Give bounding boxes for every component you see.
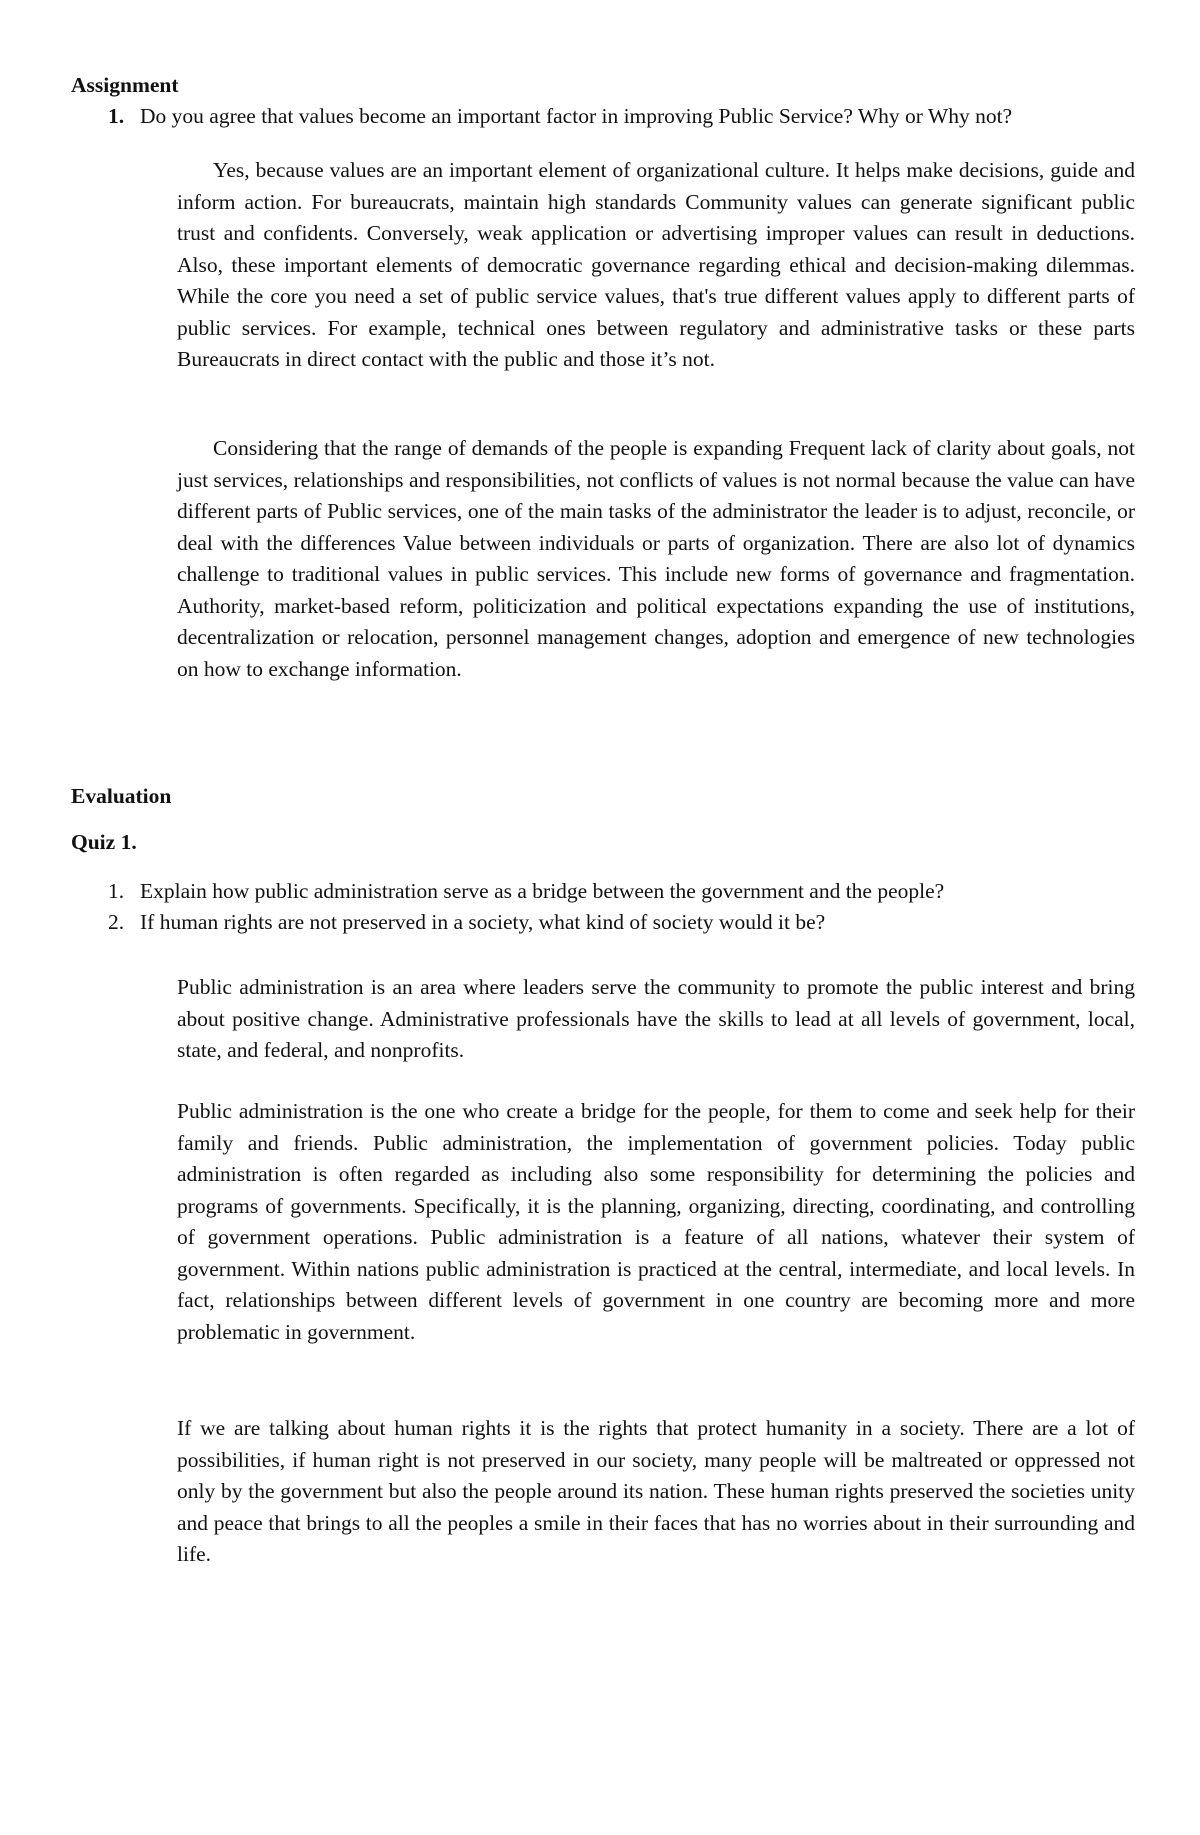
question-text: Explain how public administration serve as a bridge between the government and the people? — [140, 879, 945, 903]
quiz-title: Quiz 1. — [71, 830, 137, 854]
assignment-question — [108, 101, 1134, 133]
quiz-answer-paragraph-2: Public administration is the one who create a bridge for the people, for them to come and seek help for their family and friends. Public administration, the implementation of government policies. Today public administration is often regarded as including also some responsibility for determining the policies and programs of governments. Specifically, it is the planning, organizing, directing, coordinating, and controlling of government operations. Public administration is a feature of all nations, whatever their system of government. Within nations public administration is practiced at the central, intermediate, and local levels. In fact, relationships between different levels of government in one country are becoming more and more problematic in government. — [177, 1099, 1135, 1344]
question-number: 2. — [108, 910, 125, 934]
question-text: Do you agree that values become an important factor in improving Public Service? Why or Why not? — [140, 104, 1013, 128]
assignment-answer-paragraph-2: Considering that the range of demands of the people is expanding Frequent lack of clarity about goals, not just services, relationships and responsibilities, not conflicts of values is not normal because the value can have different parts of Public services, one of the main tasks of the administrator the leader is to adjust, reconcile, or deal with the differences Value between individuals or parts of organization. There are also lot of dynamics challenge to traditional values in public services. This include new forms of governance and fragmentation. Authority, market-based reform, politicization and political expectations expanding the use of institutions, decentralization or relocation, personnel management changes, adoption and emergence of new technologies on how to exchange information. — [177, 436, 1135, 681]
quiz-question-1 — [108, 876, 1134, 908]
quiz-answer-paragraph-1: Public administration is an area where leaders serve the community to promote the public interest and bring about positive change. Administrative professionals have the skills to lead at all levels of government, local, state, and federal, and nonprofits. — [177, 975, 1135, 1062]
quiz-question-2 — [108, 907, 1134, 939]
assignment-answer-paragraph-1: Yes, because values are an important element of organizational culture. It helps make decisions, guide and inform action. For bureaucrats, maintain high standards Community values can generate significant public trust and confidents. Conversely, weak application or advertising improper values can result in deductions. Also, these important elements of democratic governance regarding ethical and decision-making dilemmas. While the core you need a set of public service values, that's true different values apply to different parts of public services. For example, technical ones between regulatory and administrative tasks or these parts Bureaucrats in direct contact with the public and those it’s not. — [177, 158, 1135, 371]
question-number: 1. — [108, 879, 125, 903]
question-number: 1. — [108, 104, 125, 128]
question-text: If human rights are not preserved in a society, what kind of society would it be? — [140, 910, 826, 934]
quiz-answer-paragraph-3: If we are talking about human rights it is the rights that protect humanity in a society. There are a lot of possibilities, if human right is not preserved in our society, many people will be maltreated or oppressed not only by the government but also the people around its nation. These human rights preserved the societies unity and peace that brings to all the peoples a smile in their faces that has no worries about in their surrounding and life. — [177, 1416, 1135, 1566]
evaluation-heading: Evaluation — [71, 784, 172, 808]
assignment-heading: Assignment — [71, 73, 179, 97]
